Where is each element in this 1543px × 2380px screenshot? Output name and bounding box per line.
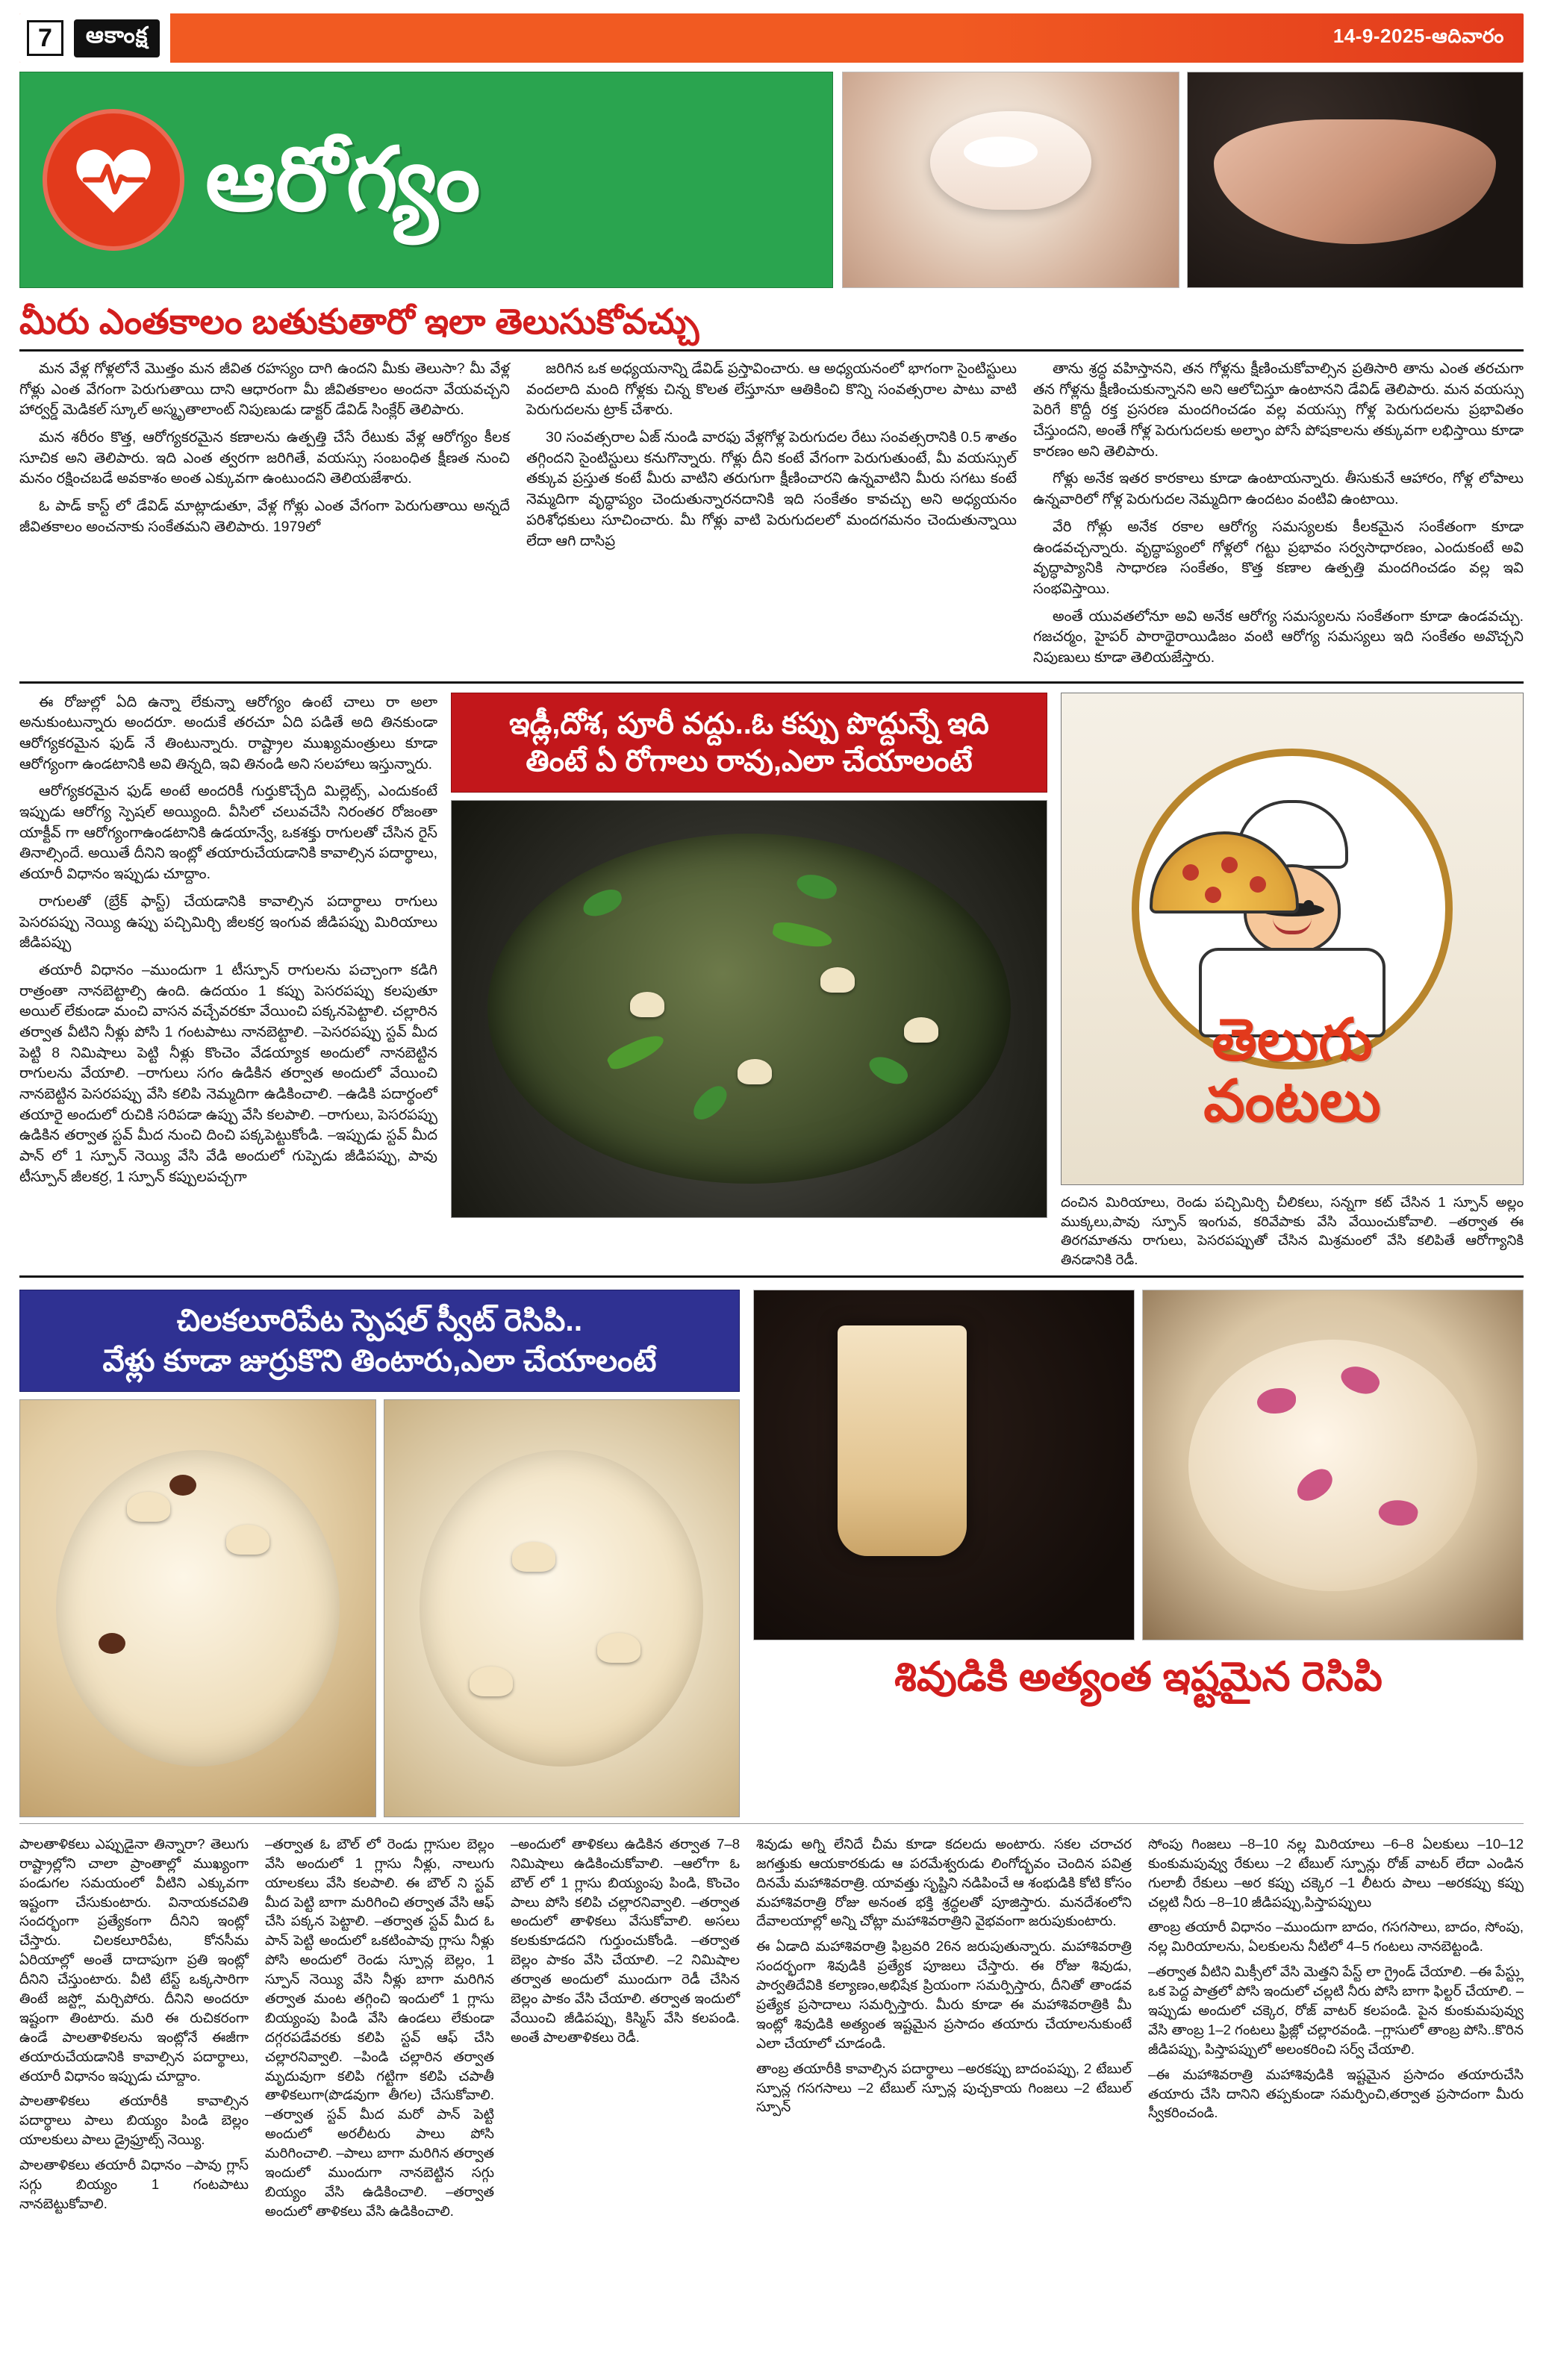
paragraph: సోంపు గింజలు –8–10 నల్ల మిరియాలు –6–8 ఏలకులు –10–12 కుంకుమపువ్వు రేకులు –2 టేబుల్ స్పూన్లు రోజ్ వాటర్ లేదా ఎండిన గులాబీ రేకులు –అర కప్పు చక్కెర –1 లీటరు పాలు –అరకప్పు కప్పు చల్లటి నీరు –8–10 జీడిపప్పు,పిస్తాపప్పులు: [1148, 1835, 1524, 1910]
sweet-column-3: [511, 1834, 740, 2227]
masthead: [19, 13, 1524, 63]
sweet-and-shiva-section: [19, 1290, 1524, 1817]
publication-logo: ఆకాంక్ష: [74, 19, 160, 57]
upma-bowl-photo: [451, 800, 1047, 1218]
sweet-column-1: [19, 1834, 249, 2227]
paragraph: –ఈ మహాశివరాత్రి మహాశివుడికి ఇష్టమైన ప్రసాదం తయారుచేసి తయారు చేసి దానిని తప్పకుండా సమర్పించి,తర్వాత ప్రసాదంగా మీరు స్వీకరించండి.: [1148, 2066, 1524, 2121]
rose-petal: [1377, 1497, 1419, 1529]
paragraph: శివుడు అగ్ని లేనిదే చీమ కూడా కదలదు అంటారు. సకల చరాచర జగత్తుకు ఆయకారకుడు ఆ పరమేశ్వరుడు లింగోద్భవం చెందిన పవిత్ర దినమే మహాశివరాత్రి. యావత్తు సృష్టిని నడిపించే ఆ శంభుడికి కోటి కోసం మహాశివరాత్రి రోజు అనంత భక్తి శ్రద్ధలతో పూజిస్తారు. మనదేశంలోని దేవాలయాల్లో అన్ని చోట్లా మహాశివరాత్రిని వైభవంగా జరుపుకుంటారు.: [756, 1835, 1132, 1929]
paragraph: జరిగిన ఒక అధ్యయనాన్ని డేవిడ్ ప్రస్తావించారు. ఆ అధ్యయనంలో భాగంగా సైంటిస్టులు వందలాది మంది గోళ్లకు చిన్న కొలత లేస్తూనూ ఆతికించి కొన్ని సంవత్సరాల పాటు వాటి పెరుగుదలను ట్రాక్ చేశారు.: [526, 360, 1017, 419]
paragraph: ఆరోగ్యకరమైన ఫుడ్ అంటే అందరికీ గుర్తుకొచ్చేది మిల్లెట్స్, ఎందుకంటే ఇప్పుడు ఆరోగ్య స్పెషల్ అయ్యింది. వీసిలో చలువచేసి నిరంతర రోజంతా యాక్టీవ్ గా ఆరోగ్యంగాఉండటానికి ఉడయాన్వే, ఒకశక్తు రాగులతో చేసిన రైస్ తినాల్సిందే. అయితే దీనిని ఇంట్లో తయారుచేయడానికి కావాల్సిన పదార్థాలు, తయారీ విధానం ఇప్పుడు చూద్దాం.: [19, 783, 437, 883]
rose-petal-kheer-photo: [1142, 1290, 1524, 1640]
raisin-piece: [169, 1475, 196, 1496]
paragraph: తాను శ్రద్ధ వహిస్తానని, తన గోళ్లను క్షీణించుకోవాల్సిన ప్రతిసారి తాను ఎంత తరచుగా తన గోళ్లను క్షీణించుకున్నానని అని ఆలోచిస్తూ ఉంటానని డేవిడ్ తెలిపారు. మన వయస్సు పెరిగే కొద్దీ రక్త ప్రసరణ మందగించడం వల్ల వయస్సు గోళ్ల పెరుగుదలను ప్రభావితం చేస్తుందని, అంతే గోళ్ల పెరుగుదలకు అల్ఫాం పోసే పోషకాలను తక్కువగా లభిస్తాయి కూడా కారణం అని తెలిపారు.: [1033, 360, 1524, 460]
payasam-closeup-photo: [384, 1399, 741, 1817]
rose-petal: [1337, 1361, 1383, 1400]
shiva-recipe-block: [753, 1290, 1524, 1817]
sweet-recipe-text: [19, 1834, 740, 2227]
shiva-column-1: [756, 1834, 1132, 2227]
divider: [19, 1823, 1524, 1824]
paragraph: ఈ ఏడాది మహాశివరాత్రి ఫిబ్రవరి 26న జరుపుతున్నారు. మహాశివరాత్రి సందర్భంగా శివుడికి ప్రత్యేక పూజలు చేస్తారు. ఈ రోజు శివుడు, పార్వతిదేవికి కల్యాణం,అభిషేక ప్రియంగా సమర్పిస్తారు, దీనితో తాండవ ప్రత్యేక ప్రసాదాలు సమర్పిస్తారు. మీరు కూడా ఈ మహాశివరాత్రికి మీ ఇంట్లో శివుడికి అత్యంత ఇష్టమైన ప్రసాదం తయారు చేయాలనుకుంటే ఎలా చేయాలో చూడండి.: [756, 1938, 1132, 2051]
paragraph: మన వేళ్ల గోళ్లలోనే మొత్తం మన జీవిత రహస్యం దాగి ఉందని మీకు తెలుసా? మీ వేళ్ల గోళ్లు ఎంత వేగంగా పెరుగుతాయి దాని ఆధారంగా మీ జీవితకాలం అందనా వేయవచ్చని హార్వర్డ్ మెడికల్ స్కూల్ అస్మృతాలాంట్ నిపుణుడు డాక్టర్ డేవిడ్ సింక్లేర్ తెలిపారు.: [19, 360, 510, 419]
divider: [19, 1275, 1524, 1278]
sweet-recipe-block: [19, 1290, 740, 1817]
rose-petal: [1257, 1388, 1296, 1414]
paragraph: –తర్వాత వీటిని మిక్సీలో వేసి మెత్తని పేస్ట్ లా గ్రైండ్ చేయాలి. –ఈ పేస్ట్లు ఒక పెద్ద పాత్రలో పోసి ఇందులో చల్లటి నీరు పోసి బాగా ఫిల్టర్ చేయాలి. –ఇప్పుడు అందులో చక్కెర, రోజ్ వాటర్ కలపండి. పైన కుంకుమపువ్వు వేసి తాంబ్ర 1–2 గంటలు ఫ్రిజ్లో చల్లారవండి. –గ్లాసులో తాంబ్ర పోసి..కొరిన జీడిపప్పు, పిస్తాపప్పులో అలంకరించి సర్వ్ చేయాలి.: [1148, 1964, 1524, 2057]
paragraph: పాలతాళికలు తయారీకి కావాల్సిన పదార్థాలు పాలు బియ్యం పిండి బెల్లం యాలకులు పాలు డ్రైఫ్రూట్స్ నెయ్యి.: [19, 2093, 249, 2148]
pepperoni-dot: [1221, 857, 1238, 873]
shiva-column-2: [1148, 1834, 1524, 2227]
divider: [19, 681, 1524, 684]
paragraph: ఈ రోజుల్లో ఏది ఉన్నా లేకున్నా ఆరోగ్యం ఉంటే చాలు రా అలా అనుకుంటున్నారు అందరూ. అందుకే తరచూ ఏది పడితే అది తినకుండా ఆరోగ్యకరమైన ఫుడ్ నే తింటున్నారు. రాష్ట్రాల ముఖ్యమంత్రులు కూడా ఆరోగ్యంగా ఉండటానికి అవి తిన్నది, ఇవి తినండి అని సలహాలు ఇస్తున్నారు.: [19, 693, 437, 772]
shiva-recipe-headline: శివుడికి అత్యంత ఇష్టమైన రెసిపి: [894, 1655, 1383, 1700]
sweet-recipe-banner: [19, 1290, 740, 1392]
cashew-piece: [630, 992, 664, 1017]
pepperoni-dot: [1182, 864, 1199, 881]
chef-illustration: [1169, 800, 1415, 1037]
paragraph: గోళ్లు అనేక ఇతర కారకాలు కూడా ఉంటాయన్నారు. తీసుకునే ఆహారం, గోళ్ల లోపాలు ఉన్నవారిలో గోళ్ల పెరుగుదల నెమ్మదిగా ఉందటం వంటివి ఉంటాయి.: [1033, 470, 1524, 508]
payasam-bowl-photo: [19, 1399, 376, 1817]
sweet-banner-line-2: వేళ్లు కూడా జుర్రుకొని తింటారు,ఎలా చేయాలంటే: [102, 1343, 657, 1378]
title-line-1: తెలుగు: [1212, 1006, 1373, 1072]
cashew-piece: [470, 1667, 513, 1696]
masthead-left: [19, 13, 170, 63]
page-title: మీరు ఎంతకాలం బతుకుతారో ఇలా తెలుసుకోవచ్చు: [19, 302, 699, 341]
idli-recipe-feature: [451, 693, 1047, 1270]
issue-date: 14-9-2025-ఆదివారం: [1332, 24, 1504, 47]
cashew-piece: [512, 1542, 555, 1572]
bowl-shape: [487, 834, 1011, 1184]
hero-section: [19, 72, 1524, 288]
hand-fingers-photo: [1187, 72, 1524, 288]
idli-recipe-section: [19, 693, 1524, 1270]
paragraph: –తర్వాత ఓ బౌల్ లో రెండు గ్లాసుల బెల్లం వేసి అందులో 1 గ్లాసు నీళ్లు, నాలుగు యాలకలు వేసి కలపాలి. ఈ బౌల్ ని స్టవ్ మీద పెట్టి బాగా మరిగించి తర్వాత వేసి ఆఫ్ చేసి పక్కన పెట్టాలి. –తర్వాత స్టవ్ మీద ఓ పాన్ పెట్టి అందులో ఒకటింపావు గ్లాసు నీళ్లు పోసి అందులో రెండు స్పూన్ల బెల్లం, 1 స్పూన్ నెయ్యి వేసి నీళ్లు బాగా మరిగిన తర్వాత మంట తగ్గించి ఇందులో 1 గ్లాసు బియ్యంపు పిండి వేసి ఉండలు లేకుండా దగ్గరపడేవరకు కలిపి స్టవ్ ఆఫ్ చేసి చల్లారనివ్వాలి. –పిండి చల్లారిన తర్వాత మృదువుగా కలిపి గట్టిగా కలిపి చపాతీ తాళికలుగా(పొడవుగా తీగల) చేసుకోవాలి. –తర్వాత స్టవ్ మీద మరో పాన్ పెట్టి అందులో అరలీటరు పాలు పోసి మరిగించాలి. –పాలు బాగా మరిగిన తర్వాత ఇందులో ముందుగా నానబెట్టిన సగ్గు బియ్యం వేసి ఉడికించాలి. –తర్వాత అందులో తాళికలు వేసి ఉడికించాలి.: [265, 1835, 494, 2219]
cashew-piece: [127, 1492, 170, 1522]
telugu-vantalu-block: [1061, 693, 1524, 1270]
page-number: 7: [27, 20, 63, 56]
recipe-banner-line-2: తింటే ఏ రోగాలు రావు,ఎలా చేయాలంటే: [526, 744, 973, 778]
recipe-banner-line-1: ఇడ్లీ,దోశ, పూరీ వద్దు..ఓ కప్పు పొద్దున్నే ఇది: [509, 707, 989, 740]
rose-petal: [1291, 1464, 1338, 1505]
paragraph: 30 సంవత్సరాల ఏజ్ నుండి వారఫు వేళ్లగోళ్ల పెరుగుదల రేటు సంవత్సరానికి 0.5 శాతం తగ్గిందని సైంటిస్టులు కనుగొన్నారు. గోళ్లు దీని కంటే వేగంగా పెరుగుతుంటే, మీ వయస్సుల్ తక్కువ ప్రస్తుత కంటే మీరు వాటిని తరుగుగా క్షీణించారని ఉన్నవాటిని మీరు సగటు కంటే నెమ్మదిగా వృద్ధాప్యం చెందుతున్నారనదానికి ఇది సంకేతం కావచ్చు అని అధ్యయనం పరిశోధకులు సూచించారు. మీ గోళ్లు వాటి పెరుగుదలలో మందగమనం చెందుతున్నాయి లేదా ఆగి దాసిప్ర: [526, 429, 1017, 549]
mouth-icon: [1273, 918, 1312, 934]
lead-column-2: [526, 359, 1017, 675]
paragraph: అంతే యువతలోనూ అవి అనేక ఆరోగ్య సమస్యలను సంకేతంగా కూడా ఉండవచ్చు. గజచర్మం, హైపర్ పారాథైరాయిడిజం వంటి ఆరోగ్య సమస్యలు ఇది సంకేతం అవొచ్చని నిపుణులు కూడా తెలియజేస్తారు.: [1033, 608, 1524, 666]
cashew-piece: [597, 1633, 640, 1663]
paragraph: తయారీ విధానం –ముందుగా 1 టీస్పూన్ రాగులను పచ్చాంగా కడిగి రాత్రంతా నానబెట్టాల్సి ఉంది. ఉదయం 1 కప్పు పెసరపప్పు కలపుతూ అయిల్ లేకుండా మంచి వాసన వచ్చేవరకూ వేయించి పక్కనపెట్టాలి. చల్లారిన తర్వాత వీటిని నీళ్లు పోసి 1 గంటపాటు నానబెట్టాలి. –పెసరపప్పు స్టవ్ మీద పెట్టి 8 నిమిషాలు పెట్టి నీళ్లు కొంచెం వేడయ్యాక అందులో నానబెట్టిన రాగులను వేయాలి. –రాగులు సగం ఉడికిన తర్వాత అందులో వేయించి నానబెట్టిన పెసరపప్పు వేసి కలిపి నెమ్మదిగా ఉడికించాలి. –ఉడికి పదార్థంలో తయారై అందులో రుచికి సరిపడా ఉప్పు వేసి కలపాలి. –రాగులు, పెసరపప్పు ఉడికిన తర్వాత స్టవ్ మీద నుంచి దించి పక్కపెట్టుకోండి. –ఇప్పుడు స్టవ్ మీద పాన్ లో 1 స్పూన్ నెయ్యి వేసి వేడి అందులో గుప్పెడు జీడిపప్పు, పావు టీస్పూన్ జీలకర్ర, 1 స్పూన్ కప్పులపచ్చగా: [19, 961, 437, 1185]
paragraph: మన శరీరం కొత్త, ఆరోగ్యకరమైన కణాలను ఉత్పత్తి చేసే రేటుకు వేళ్ల ఆరోగ్యం కీలక సూచిక అని తెలిపారు. ఇది ఎంత త్వరగా జరిగితే, వయస్సు సంబంధిత క్షీణత నుంచి మనం రక్షించబడే అవకాశం అంత ఎక్కువగా ఉంటుందని తెలియజేశారు.: [19, 429, 510, 487]
cashew-piece: [226, 1525, 269, 1555]
telugu-vantalu-title: [1062, 1006, 1523, 1134]
health-banner: [19, 72, 833, 288]
cashew-piece: [904, 1017, 938, 1043]
section-title: ఆరోగ్యం: [205, 131, 481, 229]
paragraph: –అందులో తాళికలు ఉడికిన తర్వాత 7–8 నిమిషాలు ఉడికించుకోవాలి. –ఆలోగా ఓ బౌల్ లో 1 గ్లాసు బియ్యంపు పిండి, కొంచెం పాలు పోసి కలిపి చల్లారనివ్వాలి. –తర్వాత అందులో తాళికలు వేసుకోవాలి. అసలు కలకుకూడదని గుర్తుంచుకోండి. –తర్వాత బెల్లం పాకం వేసి చేయాలి. –2 నిమిషాల తర్వాత అందులో ముందుగా రెడీ చేసిన బెల్లం పాకం వేసి చేయాలి. తర్వాత ఇందులో వేయించి జీడిపప్పు, కిస్మిస్ వేసి కలపండి. అంతే పాలతాళికలు రెడీ.: [511, 1835, 740, 2045]
pepperoni-dot: [1205, 887, 1221, 903]
paragraph: వేరి గోళ్లు అనేక రకాల ఆరోగ్య సమస్యలకు కీలకమైన సంకేతంగా కూడా ఉండవచ్చన్నారు. వృద్ధాప్యంలో గోళ్లలో గట్టు ప్రభావం సర్వసాధారణం, ఎందుకంటే అవి వృద్ధాప్యానికి సాధారణ సంకేతం, కొత్త కణాల ఉత్పత్తి మందగించడం వల్ల ఇవి సంభవిస్తాయి.: [1033, 518, 1524, 597]
sweet-photos: [19, 1399, 740, 1817]
paragraph: పాలతాళికలు తయారీ విధానం –పావు గ్లాస్ సగ్గు బియ్యం 1 గంటపాటు నానబెట్టుకోవాలి.: [19, 2157, 249, 2211]
raisin-piece: [99, 1633, 125, 1654]
paragraph: పాలతాళికలు ఎప్పుడైనా తిన్నారా? తెలుగు రాష్ట్రాల్లోని చాలా ప్రాంతాల్లో ముఖ్యంగా పండుగల సమయంలో వీటిని ఎక్కువగా ఇష్టంగా చేసుకుంటారు. వినాయకచవితి సందర్భంగా ప్రత్యేకంగా దీనిని ఇంట్లో చేస్తారు. చిలకలూరిపేట, కోనసీమ ఏరియాల్లో అంతే దాదాపుగా ప్రతి ఇంట్లో దీనిని చేస్తుంటారు. వీటి టేస్ట్ ఒక్కసారిగా తింటే జస్ట్లో మర్చిపోరు. దీనిని అందరూ ఇష్టంగా తింటారు. మరి ఈ రుచికరంగా ఉండే పాలతాళికలను ఇంట్లోనే ఈజీగా తయారుచేయడానికి కావాల్సిన పదార్థాలు, తయారీ విధానం ఇప్పుడు చూద్దాం.: [19, 1835, 249, 2084]
paragraph: రాగులతో (బ్రేక్ ఫాస్ట్) చేయడానికి కావాల్సిన పదార్థాలు రాగులు పెసరపప్పు నెయ్యి ఉప్పు పచ్చిమిర్చి జీలకర్ర ఇంగువ జీడిపప్పు మిరియాలు జీడిపప్పు: [19, 893, 437, 952]
heart-pulse-icon: [43, 109, 184, 251]
pepperoni-dot: [1250, 876, 1266, 893]
idli-recipe-text: [19, 693, 437, 1270]
fingernail-closeup-photo: [842, 72, 1179, 288]
paragraph: తాంబ్ర తయారీ విధానం –ముందుగా బాదం, గసగసాలు, బాదం, సోంపు, నల్ల మిరియాలను, ఏలకులను నీటిలో 4–5 గంటలు నానబెట్టండి.: [1148, 1919, 1524, 1955]
title-line-2: వంటలు: [1203, 1067, 1381, 1134]
lead-column-3: [1033, 359, 1524, 675]
shiva-photos: [753, 1290, 1524, 1640]
sweet-banner-line-1: చిలకలూరిపేట స్పెషల్ స్వీట్ రెసిపి..: [176, 1303, 583, 1338]
bottom-articles: [19, 1834, 1524, 2227]
paragraph: ఓ పాడ్ కాస్ట్ లో డేవిడ్ మాట్లాడుతూ, వేళ్ల గోళ్లు ఎంత వేగంగా పెరుగుతాయి అన్నదే జీవితకాలం అంచనాకు సంకేతమని తెలిపారు. 1979లో: [19, 498, 510, 535]
recipe-caption: దంచిన మిరియాలు, రెండు పచ్చిమిర్చి చీలికలు, సన్నగా కట్ చేసిన 1 స్పూన్ అల్లం ముక్కలు,పావు స్పూన్ ఇంగువ, కరివేపాకు వేసి వేయించుకోవాలి. –తర్వాత ఈ తిరగమాతను రాగులు, పెసరపప్పుతో చేసిన మిశ్రమంలో వేసి కలిపితే ఆరోగ్యానికి తినడానికి రెడీ.: [1061, 1193, 1524, 1268]
lead-column-1: [19, 359, 510, 675]
lead-article: [19, 359, 1524, 675]
hero-photos: [842, 72, 1524, 288]
masthead-fill: [170, 13, 1332, 63]
divider: [19, 349, 1524, 352]
cashew-piece: [738, 1059, 772, 1084]
chef-with-pizza-icon: [1061, 693, 1524, 1185]
cashew-piece: [820, 967, 855, 993]
masala-drink-photo: [753, 1290, 1135, 1640]
recipe-banner: [451, 693, 1047, 793]
sweet-column-2: [265, 1834, 494, 2227]
paragraph: తాంబ్ర తయారీకి కావాల్సిన పదార్థాలు –అరకప్పు బాదంపప్పు, 2 టేబుల్ స్పూన్ల గసగసాలు –2 టేబుల్ స్పూన్ల పుచ్చకాయ గింజలు –2 టేబుల్ స్పూన్: [756, 2060, 1132, 2115]
